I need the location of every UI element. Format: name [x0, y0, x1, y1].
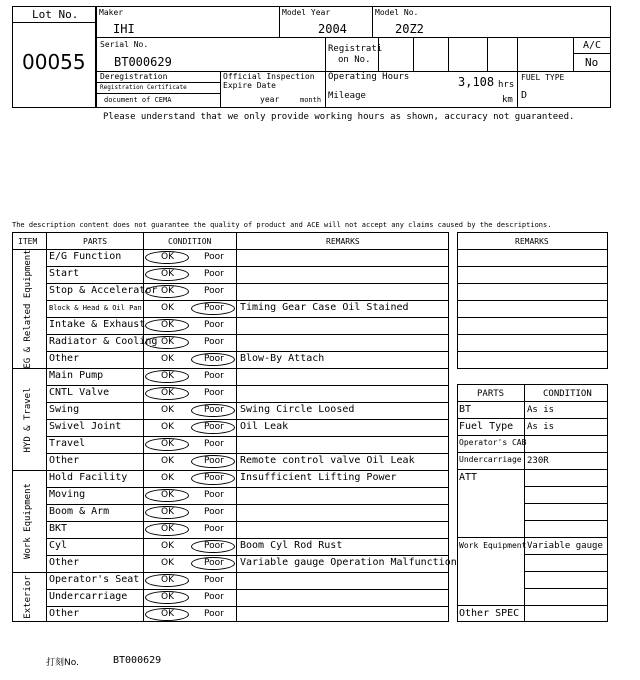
- right-condition-header: CONDITION: [543, 389, 592, 399]
- lot-no-label: Lot No.: [32, 8, 79, 21]
- condition-poor: Poor: [204, 337, 224, 347]
- part-name: Other: [49, 608, 80, 619]
- condition-ok: OK: [161, 337, 174, 347]
- official-inspection-label: Official Inspection: [223, 72, 315, 81]
- condition-poor: Poor: [204, 252, 224, 262]
- selected-condition-circle: [191, 455, 235, 468]
- model-year-label: Model Year: [282, 8, 331, 17]
- part-name: Operator's Seat: [49, 574, 140, 585]
- selected-condition-circle: [191, 353, 235, 366]
- spec-part: Operator's CAB: [459, 438, 527, 447]
- group-label-exterior: Exterior: [23, 575, 33, 619]
- spec-part: ATT: [459, 472, 478, 483]
- maker-label: Maker: [99, 8, 124, 17]
- registration-label-2: on No.: [338, 55, 371, 65]
- condition-poor: Poor: [204, 592, 224, 602]
- month-label: month: [300, 96, 322, 104]
- selected-condition-circle: [145, 489, 189, 502]
- spec-part: BT: [459, 404, 472, 415]
- condition-ok: OK: [161, 558, 174, 568]
- right-remarks-header: REMARKS: [515, 237, 549, 246]
- spec-condition: As is: [527, 422, 555, 432]
- spec-part: Other SPEC: [459, 608, 520, 619]
- remarks-text: Oil Leak: [240, 421, 289, 432]
- km-label: km: [502, 95, 513, 105]
- spec-part: Work Equipment: [459, 541, 527, 550]
- condition-poor: Poor: [204, 388, 224, 398]
- selected-condition-circle: [191, 557, 235, 570]
- remarks-text: Blow-By Attach: [240, 353, 325, 364]
- group-label-eg: EG & Related Equipment: [23, 249, 33, 369]
- remarks-text: Boom Cyl Rod Rust: [240, 540, 343, 551]
- disclaimer: The description content does not guarantee the quality of product and ACE will not accept any claims caused by the descriptions.: [12, 221, 552, 229]
- condition-poor: Poor: [204, 303, 224, 313]
- condition-poor: Poor: [204, 269, 224, 279]
- condition-ok: OK: [161, 320, 174, 330]
- part-name: Swivel Joint: [49, 421, 122, 432]
- ac-value: No: [585, 56, 599, 69]
- spec-part: Undercarriage: [459, 455, 522, 464]
- condition-ok: OK: [161, 439, 174, 449]
- part-name: Other: [49, 353, 80, 364]
- selected-condition-circle: [145, 370, 189, 383]
- condition-ok: OK: [161, 354, 174, 364]
- expire-date-label: Expire Date: [223, 81, 276, 90]
- hours-notice: Please understand that we only provide working hours as shown, accuracy not guaranteed.: [103, 112, 575, 122]
- condition-poor: Poor: [204, 422, 224, 432]
- header-parts: PARTS: [83, 237, 108, 246]
- condition-ok: OK: [161, 269, 174, 279]
- condition-ok: OK: [161, 490, 174, 500]
- condition-ok: OK: [161, 252, 174, 262]
- condition-poor: Poor: [204, 405, 224, 415]
- condition-poor: Poor: [204, 354, 224, 364]
- condition-poor: Poor: [204, 371, 224, 381]
- condition-ok: OK: [161, 371, 174, 381]
- part-name: Boom & Arm: [49, 506, 110, 517]
- model-no-label: Model No.: [375, 8, 419, 17]
- condition-ok: OK: [161, 609, 174, 619]
- condition-ok: OK: [161, 592, 174, 602]
- part-name: Start: [49, 268, 80, 279]
- selected-condition-circle: [191, 472, 235, 485]
- stamp-label: 打刻No.: [46, 658, 79, 668]
- part-name: Other: [49, 455, 80, 466]
- part-name: Stop & Accelerator: [49, 285, 158, 296]
- part-name: CNTL Valve: [49, 387, 110, 398]
- remarks-text: Variable gauge Operation Malfunction: [240, 557, 457, 568]
- remarks-text: Remote control valve Oil Leak: [240, 455, 415, 466]
- mileage-label: Mileage: [328, 91, 366, 101]
- serial-no-value: BT000629: [114, 55, 172, 69]
- selected-condition-circle: [191, 404, 235, 417]
- spec-condition: 230R: [527, 456, 549, 466]
- condition-ok: OK: [161, 286, 174, 296]
- part-name: Intake & Exhaust: [49, 319, 146, 330]
- part-name: Other: [49, 557, 80, 568]
- selected-condition-circle: [145, 251, 189, 264]
- condition-poor: Poor: [204, 524, 224, 534]
- lot-no-value: 00055: [22, 50, 86, 74]
- serial-no-label: Serial No.: [100, 40, 149, 49]
- condition-ok: OK: [161, 388, 174, 398]
- condition-poor: Poor: [204, 507, 224, 517]
- condition-ok: OK: [161, 575, 174, 585]
- selected-condition-circle: [145, 285, 189, 298]
- condition-ok: OK: [161, 405, 174, 415]
- part-name: Radiator & Cooling: [49, 336, 158, 347]
- registration-label-1: Registrati: [328, 44, 383, 54]
- condition-poor: Poor: [204, 456, 224, 466]
- hrs-label: hrs: [498, 80, 515, 90]
- remarks-text: Swing Circle Loosed: [240, 404, 355, 415]
- group-label-hyd: HYD & Travel: [23, 387, 33, 453]
- header-remarks: REMARKS: [326, 237, 360, 246]
- header-item: ITEM: [18, 237, 38, 246]
- document-cema-label: document of CEMA: [104, 96, 172, 104]
- part-name: Travel: [49, 438, 86, 449]
- part-name: Hold Facility: [49, 472, 128, 483]
- condition-ok: OK: [161, 507, 174, 517]
- spec-part: Fuel Type: [459, 421, 514, 432]
- condition-ok: OK: [161, 541, 174, 551]
- condition-poor: Poor: [204, 439, 224, 449]
- part-name: Block & Head & Oil Pan: [49, 304, 142, 312]
- condition-poor: Poor: [204, 541, 224, 551]
- condition-ok: OK: [161, 456, 174, 466]
- selected-condition-circle: [145, 387, 189, 400]
- stamp-value: BT000629: [113, 655, 162, 666]
- selected-condition-circle: [191, 421, 235, 434]
- condition-ok: OK: [161, 303, 174, 313]
- condition-poor: Poor: [204, 609, 224, 619]
- model-no-value: 20Z2: [395, 22, 424, 36]
- year-label: year: [260, 95, 280, 104]
- condition-poor: Poor: [204, 575, 224, 585]
- part-name: Cyl: [49, 540, 68, 551]
- part-name: Swing: [49, 404, 80, 415]
- selected-condition-circle: [145, 438, 189, 451]
- fuel-type-label: FUEL TYPE: [521, 73, 565, 82]
- condition-ok: OK: [161, 422, 174, 432]
- selected-condition-circle: [145, 336, 189, 349]
- selected-condition-circle: [145, 591, 189, 604]
- condition-poor: Poor: [204, 320, 224, 330]
- operating-hours-label: Operating Hours: [328, 72, 410, 82]
- condition-ok: OK: [161, 524, 174, 534]
- selected-condition-circle: [191, 302, 235, 315]
- deregistration-label: Deregistration: [100, 72, 168, 81]
- selected-condition-circle: [145, 268, 189, 281]
- selected-condition-circle: [145, 523, 189, 536]
- maker-value: IHI: [113, 22, 135, 36]
- condition-poor: Poor: [204, 473, 224, 483]
- header-condition: CONDITION: [168, 237, 212, 246]
- condition-poor: Poor: [204, 286, 224, 296]
- operating-hours-value: 3,108: [458, 75, 495, 89]
- condition-poor: Poor: [204, 558, 224, 568]
- part-name: Moving: [49, 489, 86, 500]
- part-name: Main Pump: [49, 370, 104, 381]
- condition-ok: OK: [161, 473, 174, 483]
- part-name: E/G Function: [49, 251, 122, 262]
- selected-condition-circle: [145, 506, 189, 519]
- part-name: BKT: [49, 523, 68, 534]
- selected-condition-circle: [145, 608, 189, 621]
- selected-condition-circle: [145, 319, 189, 332]
- spec-condition: Variable gauge: [527, 541, 603, 551]
- spec-condition: As is: [527, 405, 555, 415]
- selected-condition-circle: [145, 574, 189, 587]
- ac-label: A/C: [583, 40, 602, 51]
- right-parts-header: PARTS: [477, 389, 505, 399]
- part-name: Undercarriage: [49, 591, 128, 602]
- remarks-text: Timing Gear Case Oil Stained: [240, 302, 409, 313]
- selected-condition-circle: [191, 540, 235, 553]
- condition-poor: Poor: [204, 490, 224, 500]
- model-year-value: 2004: [318, 22, 347, 36]
- registration-certificate-label: Registration Certificate: [100, 84, 187, 91]
- fuel-type-value: D: [521, 90, 528, 101]
- remarks-text: Insufficient Lifting Power: [240, 472, 397, 483]
- group-label-work: Work Equipment: [23, 483, 33, 559]
